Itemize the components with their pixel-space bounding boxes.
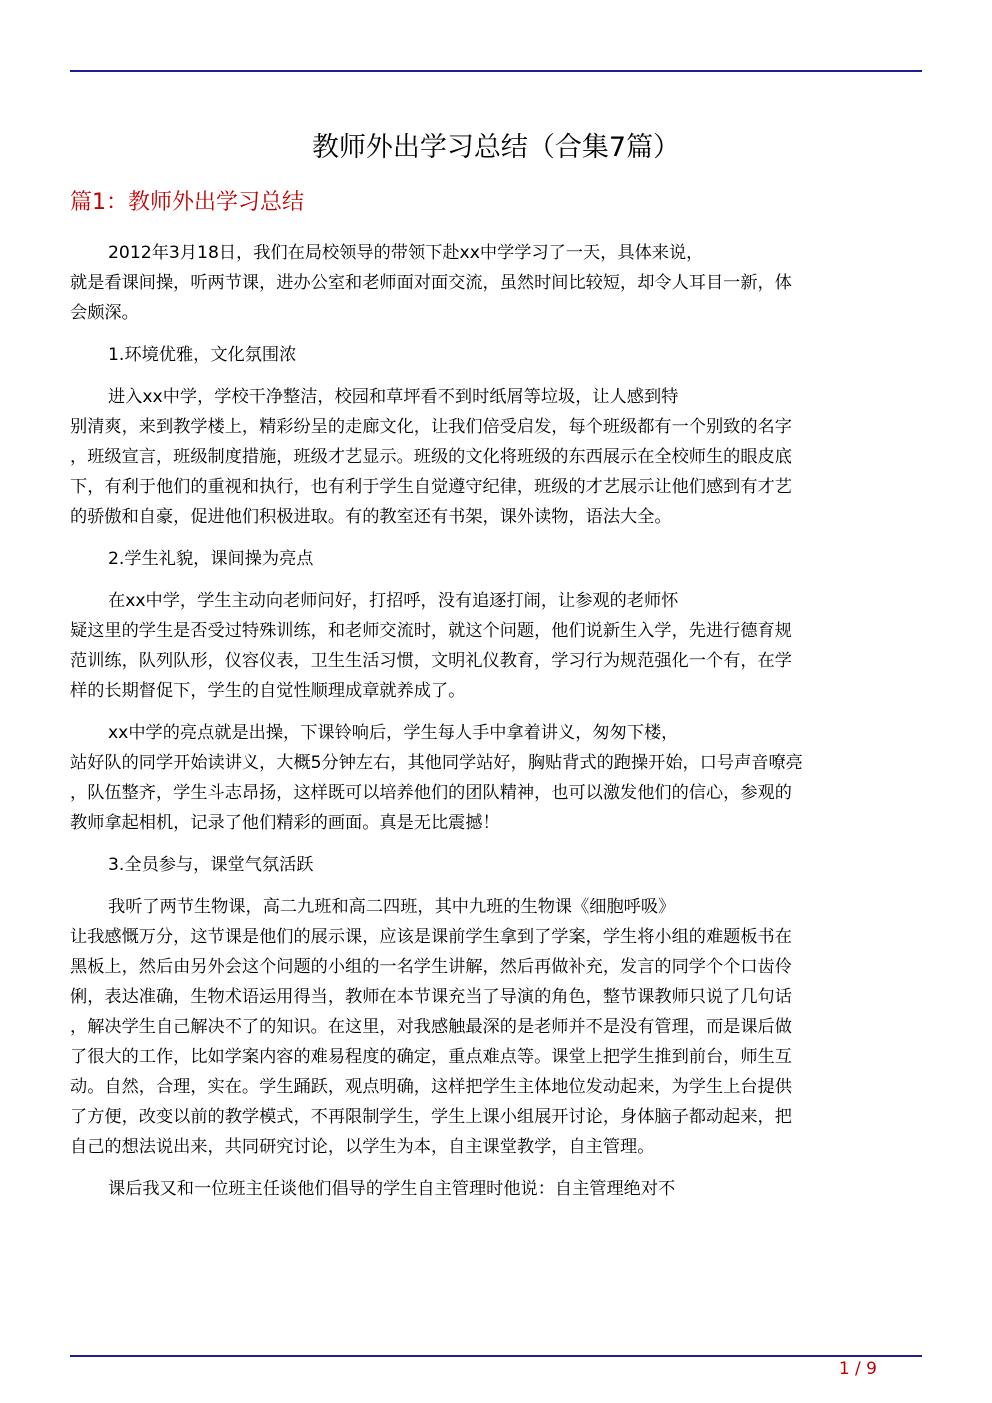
text-line: ，班级宣言，班级制度措施，班级才艺显示。班级的文化将班级的东西展示在全校师生的眼皮底 [70, 447, 792, 467]
text-line: 了方便，改变以前的教学模式，不再限制学生，学生上课小组展开讨论，身体脑子都动起来，把 [70, 1107, 792, 1127]
header-rule [70, 70, 922, 72]
paragraph [70, 850, 922, 880]
paragraph-gap [70, 838, 922, 850]
text-line: 会颇深。 [70, 303, 139, 323]
paragraph-gap [70, 880, 922, 892]
text-line: 样的长期督促下，学生的自觉性顺理成章就养成了。 [70, 681, 466, 701]
text-line: 进入xx中学，学校干净整洁，校园和草坪看不到时纸屑等垃圾，让人感到特 [108, 387, 679, 407]
text-line: 下，有利于他们的重视和执行，也有利于学生自觉遵守纪律，班级的才艺展示让他们感到有才艺 [70, 477, 792, 497]
paragraph [70, 1174, 922, 1204]
paragraph [70, 892, 922, 1162]
paragraph [70, 238, 922, 328]
text-line: ，解决学生自己解决不了的知识。在这里，对我感触最深的是老师并不是没有管理，而是课后做 [70, 1017, 792, 1037]
text-line: 在xx中学，学生主动向老师问好，打招呼，没有追逐打闹，让参观的老师怀 [108, 591, 679, 611]
text-line: 的骄傲和自豪，促进他们积极进取。有的教室还有书架，课外读物，语法大全。 [70, 507, 672, 527]
text-line: 2.学生礼貌，课间操为亮点 [108, 549, 314, 569]
text-line: 站好队的同学开始读讲义，大概5分钟左右，其他同学站好，胸贴背式的跑操开始，口号声音嘹亮 [70, 753, 803, 773]
paragraph-gap [70, 1162, 922, 1174]
text-line: 俐，表达准确，生物术语运用得当，教师在本节课充当了导演的角色，整节课教师只说了几句话 [70, 987, 792, 1007]
text-line: 就是看课间操，听两节课，进办公室和老师面对面交流，虽然时间比较短，却令人耳目一新，体 [70, 273, 792, 293]
text-line: 教师拿起相机，记录了他们精彩的画面。真是无比震撼！ [70, 813, 500, 833]
paragraph-gap [70, 370, 922, 382]
text-line: 我听了两节生物课，高二九班和高二四班，其中九班的生物课《细胞呼吸》 [108, 897, 676, 917]
section-heading: 篇1：教师外出学习总结 [70, 190, 304, 215]
paragraph [70, 382, 922, 532]
text-line: 2012年3月18日，我们在局校领导的带领下赴xx中学学习了一天，具体来说， [108, 243, 704, 263]
paragraph-gap [70, 706, 922, 718]
text-line: 1.环境优雅，文化氛围浓 [108, 345, 297, 365]
paragraph-gap [70, 532, 922, 544]
text-line: 了很大的工作，比如学案内容的难易程度的确定，重点难点等。课堂上把学生推到前台，师生互 [70, 1047, 792, 1067]
document-body [70, 238, 922, 1204]
paragraph [70, 544, 922, 574]
page-number: 1 / 9 [838, 1359, 877, 1379]
text-line: 别清爽，来到教学楼上，精彩纷呈的走廊文化，让我们倍受启发，每个班级都有一个别致的名字 [70, 417, 792, 437]
text-line: 动。自然，合理，实在。学生踊跃，观点明确，这样把学生主体地位发动起来，为学生上台提供 [70, 1077, 792, 1097]
text-line: 3.全员参与，课堂气氛活跃 [108, 855, 314, 875]
paragraph [70, 718, 922, 838]
text-line: 疑这里的学生是否受过特殊训练，和老师交流时，就这个问题，他们说新生入学，先进行德育规 [70, 621, 792, 641]
text-line: 课后我又和一位班主任谈他们倡导的学生自主管理时他说：自主管理绝对不 [108, 1179, 676, 1199]
text-line: xx中学的亮点就是出操，下课铃响后，学生每人手中拿着讲义，匆匆下楼， [108, 723, 679, 743]
paragraph [70, 586, 922, 706]
paragraph-gap [70, 328, 922, 340]
paragraph [70, 340, 922, 370]
text-line: 范训练，队列队形，仪容仪表，卫生生活习惯，文明礼仪教育，学习行为规范强化一个有，在学 [70, 651, 792, 671]
text-line: ，队伍整齐，学生斗志昂扬，这样既可以培养他们的团队精神，也可以激发他们的信心，参观的 [70, 783, 792, 803]
paragraph-gap [70, 574, 922, 586]
footer-rule [70, 1355, 922, 1357]
text-line: 自己的想法说出来，共同研究讨论，以学生为本，自主课堂教学，自主管理。 [70, 1137, 655, 1157]
text-line: 让我感慨万分，这节课是他们的展示课，应该是课前学生拿到了学案，学生将小组的难题板书在 [70, 927, 792, 947]
document-title: 教师外出学习总结（合集7篇） [311, 132, 681, 163]
text-line: 黑板上，然后由另外会这个问题的小组的一名学生讲解，然后再做补充，发言的同学个个口齿伶 [70, 957, 792, 977]
